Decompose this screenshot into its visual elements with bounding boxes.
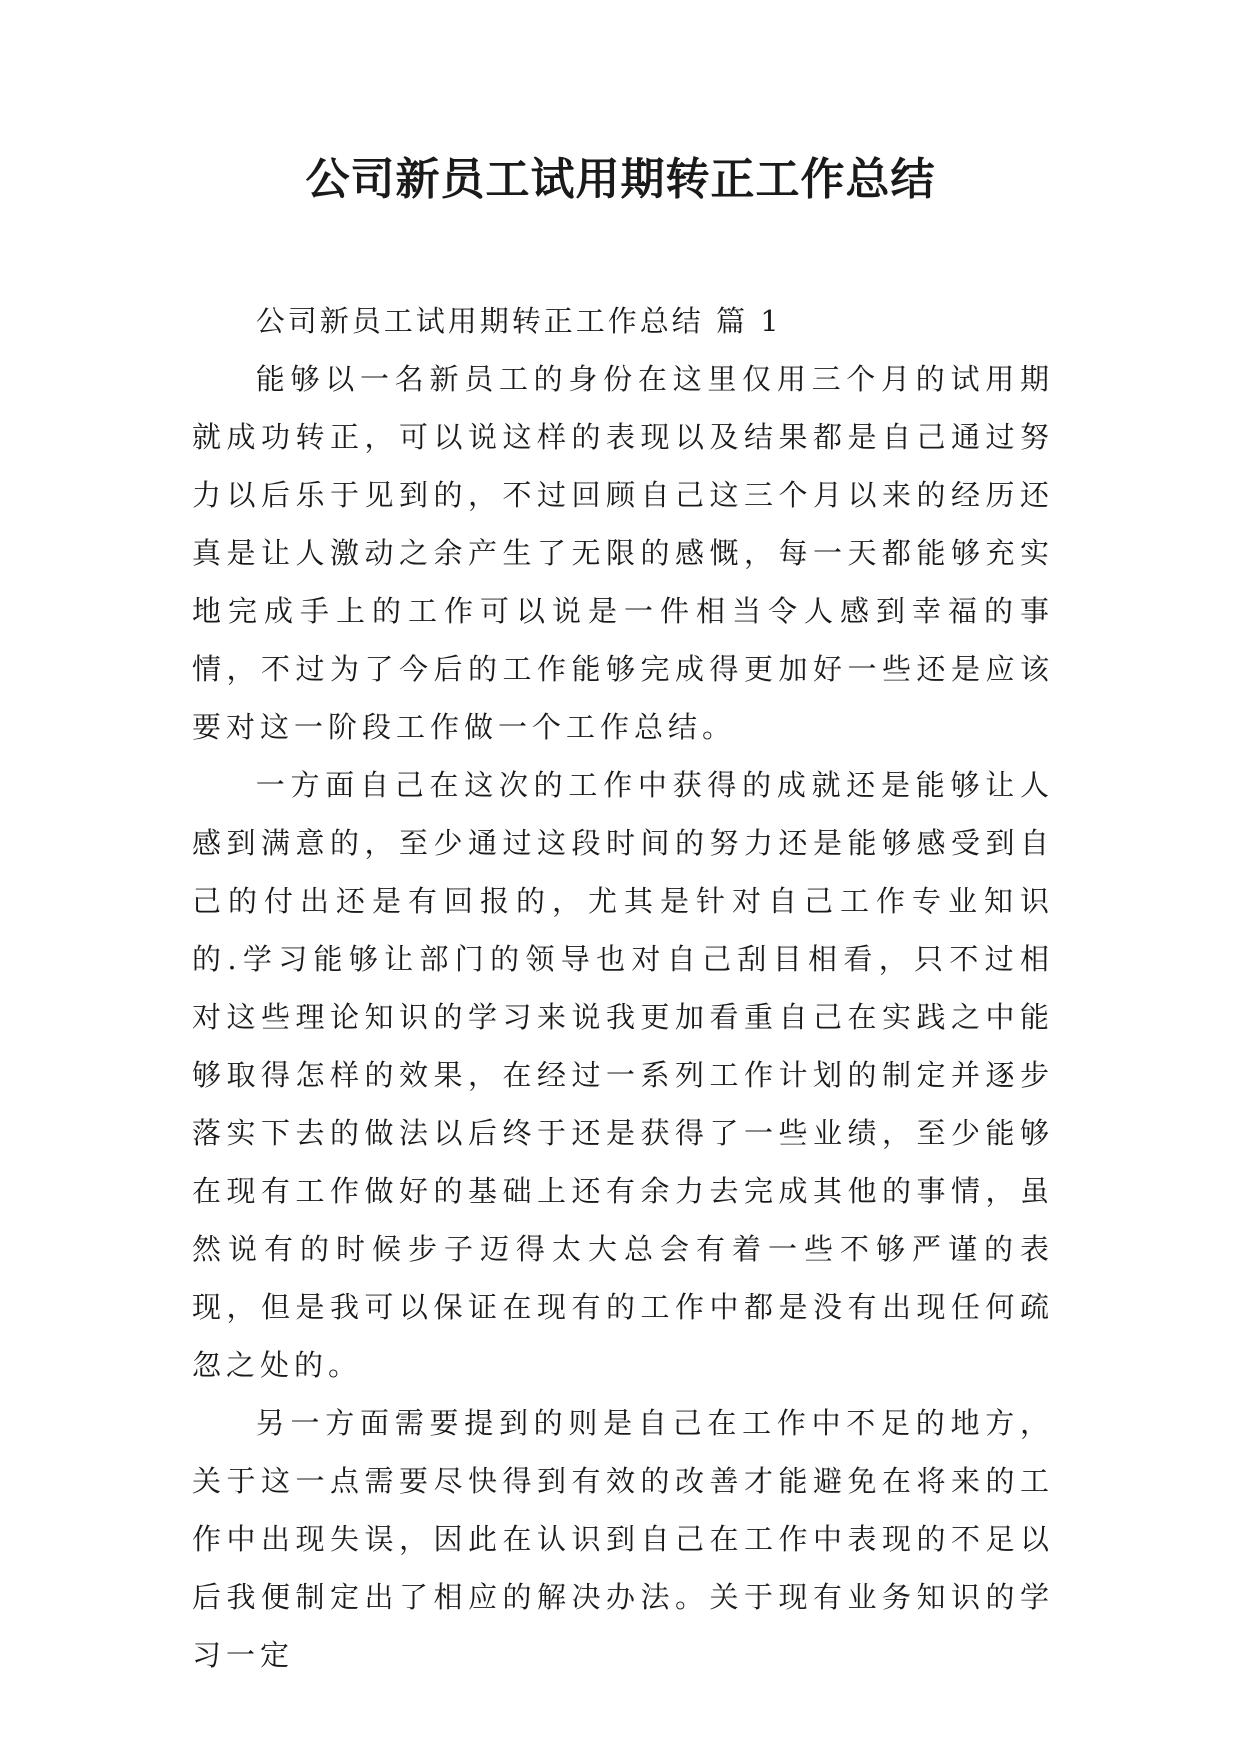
paragraph-2: 一方面自己在这次的工作中获得的成就还是能够让人感到满意的，至少通过这段时间的努力还是能够感受到自己的付出还是有回报的，尤其是针对自己工作专业知识的.学习能够让部门的领导也对自己刮目相看，只不过相对这些理论知识的学习来说我更加看重自己在实践之中能够取得怎样的效果，在经过一系列工作计划的制定并逐步落实下去的做法以后终于还是获得了一些业绩，至少能够在现有工作做好的基础上还有余力去完成其他的事情，虽然说有的时候步子迈得太大总会有着一些不够严谨的表现，但是我可以保证在现有的工作中都是没有出现任何疏忽之处的。 bbox=[192, 768, 1054, 1382]
paragraph-3: 另一方面需要提到的则是自己在工作中不足的地方，关于这一点需要尽快得到有效的改善才能避免在将来的工作中出现失误，因此在认识到自己在工作中表现的不足以后我便制定出了相应的解决办法。关于现有业务知识的学习一定 bbox=[192, 1406, 1054, 1672]
document-body bbox=[192, 292, 1054, 1684]
section-heading: 公司新员工试用期转正工作总结 篇 1 bbox=[255, 304, 782, 338]
paragraph-1: 能够以一名新员工的身份在这里仅用三个月的试用期就成功转正，可以说这样的表现以及结果都是自己通过努力以后乐于见到的，不过回顾自己这三个月以来的经历还真是让人激动之余产生了无限的感慨，每一天都能够充实地完成手上的工作可以说是一件相当令人感到幸福的事情，不过为了今后的工作能够完成得更加好一些还是应该要对这一阶段工作做一个工作总结。 bbox=[192, 362, 1054, 744]
document-title: 公司新员工试用期转正工作总结 bbox=[305, 154, 936, 205]
